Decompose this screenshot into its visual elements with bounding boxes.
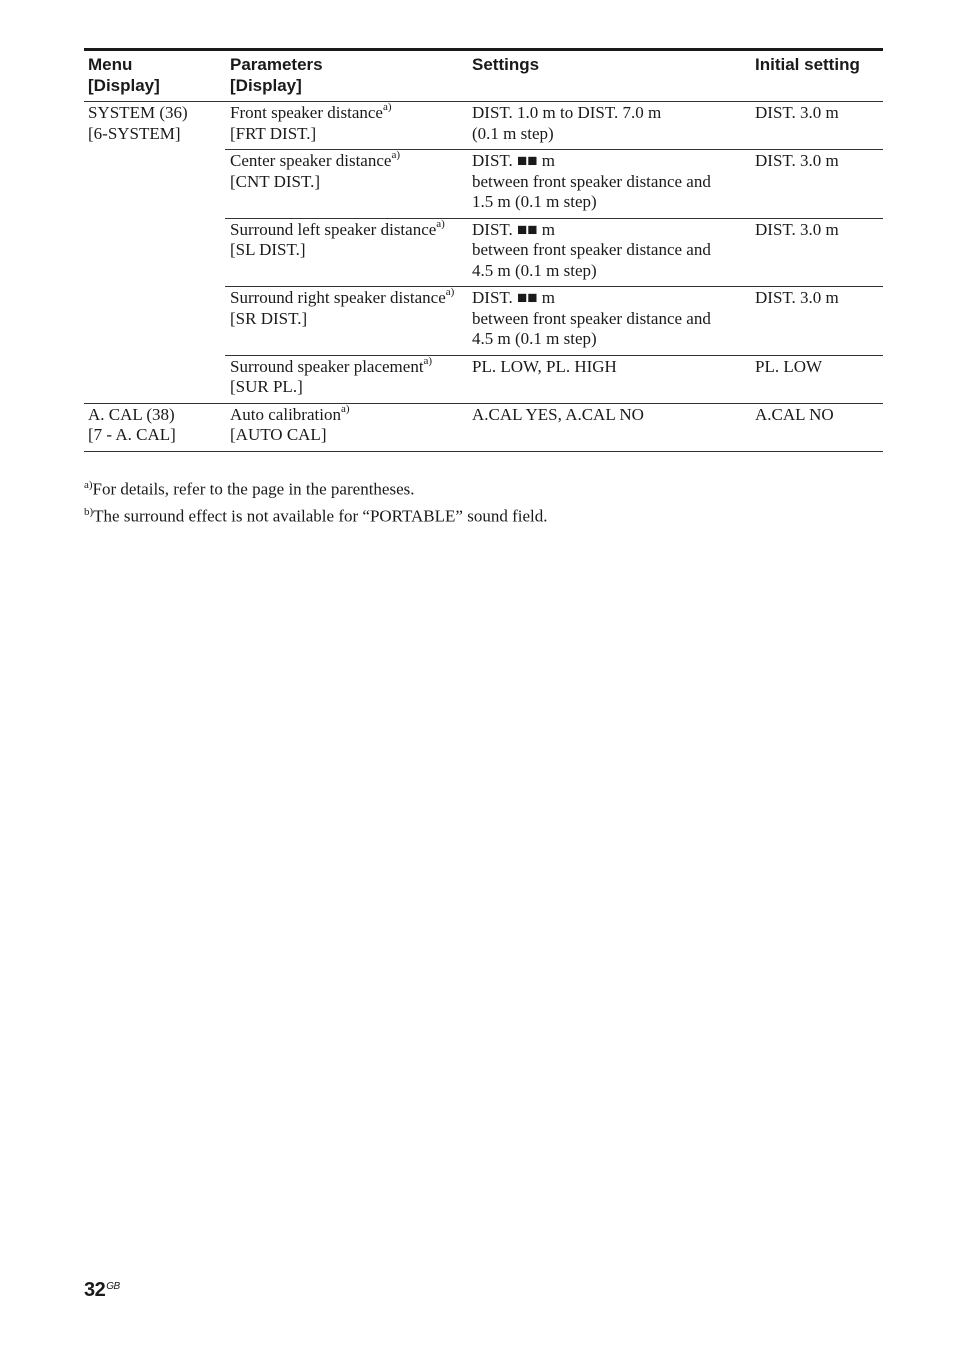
header-settings-label: Settings <box>472 55 540 74</box>
parameter-cell <box>225 219 468 287</box>
footnote-ref: a) <box>382 101 392 114</box>
menu-group-system <box>84 102 883 404</box>
initial-value: DIST. 3.0 m <box>755 151 839 170</box>
parameter-display: [CNT DIST.] <box>230 171 321 191</box>
settings-line: 4.5 m (0.1 m step) <box>472 260 597 280</box>
parameter-display: [SUR PL.] <box>230 377 303 396</box>
initial-cell <box>751 219 883 287</box>
header-parameters-line-1: Parameters <box>230 55 323 74</box>
footnote-ref: a) <box>423 354 433 367</box>
initial-value: DIST. 3.0 m <box>755 288 839 307</box>
header-settings <box>468 51 751 101</box>
initial-value: A.CAL NO <box>755 404 834 424</box>
table-row <box>225 287 883 356</box>
header-parameters <box>225 51 468 101</box>
settings-line: DIST. 1.0 m to DIST. 7.0 m <box>472 103 662 122</box>
initial-value: PL. LOW <box>755 356 823 376</box>
table-row <box>225 356 883 403</box>
settings-cell <box>468 404 751 451</box>
footnote-mark: a) <box>84 479 93 491</box>
parameter-display: [SR DIST.] <box>230 308 308 328</box>
initial-cell <box>751 150 883 218</box>
footnote-ref: a) <box>445 286 455 299</box>
header-menu-line-2: [Display] <box>88 76 160 95</box>
parameter-cell <box>225 404 468 451</box>
header-initial-setting <box>751 51 883 101</box>
footnote-b <box>84 501 547 528</box>
settings-line: between front speaker distance and <box>472 240 711 259</box>
page-number-value: 32 <box>84 1279 106 1301</box>
parameter-cell <box>225 356 468 403</box>
initial-cell <box>751 356 883 403</box>
menu-group-acal <box>84 404 883 452</box>
settings-cell <box>468 219 751 287</box>
parameter-rows <box>225 404 883 451</box>
settings-line: between front speaker distance and <box>472 171 711 191</box>
parameter-cell <box>225 287 468 355</box>
settings-line: DIST. ■■ m <box>472 151 556 170</box>
settings-line: between front speaker distance and <box>472 308 711 328</box>
initial-cell <box>751 102 883 149</box>
menu-cell <box>84 404 225 451</box>
initial-cell <box>751 287 883 355</box>
parameter-name: Front speaker distance <box>230 103 383 122</box>
menu-display: [6-SYSTEM] <box>88 123 181 143</box>
initial-value: DIST. 3.0 m <box>755 103 839 122</box>
menu-display: [7 - A. CAL] <box>88 425 176 444</box>
settings-cell <box>468 102 751 149</box>
settings-cell <box>468 150 751 218</box>
parameter-name: Surround right speaker distance <box>230 288 446 307</box>
parameter-cell <box>225 102 468 149</box>
header-initial-label: Initial setting <box>755 55 860 74</box>
table-row <box>225 404 883 451</box>
menu-cell <box>84 102 225 403</box>
menu-name: A. CAL (38) <box>88 404 175 424</box>
footnote-ref: a) <box>436 217 445 230</box>
initial-value: DIST. 3.0 m <box>755 219 839 239</box>
table-header-row <box>84 51 883 102</box>
parameter-display: [SL DIST.] <box>230 240 306 259</box>
menu-name: SYSTEM (36) <box>88 103 188 122</box>
table-row <box>225 150 883 219</box>
footnote-ref: a) <box>391 149 400 162</box>
parameter-name: Surround speaker placement <box>230 356 424 376</box>
parameter-name: Surround left speaker distance <box>230 219 437 239</box>
settings-line: A.CAL YES, A.CAL NO <box>472 404 644 424</box>
parameter-name: Center speaker distance <box>230 151 392 170</box>
parameter-display: [FRT DIST.] <box>230 123 317 143</box>
page-number-suffix: GB <box>106 1281 120 1292</box>
settings-line: 4.5 m (0.1 m step) <box>472 329 597 348</box>
settings-line: DIST. ■■ m <box>472 288 556 307</box>
page-number <box>84 1279 120 1302</box>
header-parameters-line-2: [Display] <box>230 76 302 95</box>
parameter-name: Auto calibration <box>230 404 341 424</box>
settings-line: 1.5 m (0.1 m step) <box>472 192 597 211</box>
table-row <box>225 219 883 288</box>
footnote-ref: a) <box>340 402 350 415</box>
parameter-rows <box>225 102 883 403</box>
settings-line: PL. LOW, PL. HIGH <box>472 356 617 376</box>
header-menu-line-1: Menu <box>88 55 133 74</box>
initial-cell <box>751 404 883 451</box>
footnotes <box>84 474 547 527</box>
settings-line: DIST. ■■ m <box>472 219 556 239</box>
settings-cell <box>468 287 751 355</box>
parameter-cell <box>225 150 468 218</box>
footnote-mark: b) <box>84 505 94 518</box>
settings-cell <box>468 356 751 403</box>
settings-table <box>84 48 883 452</box>
parameter-display: [AUTO CAL] <box>230 425 327 444</box>
table-row <box>225 102 883 150</box>
footnote-a <box>84 474 547 501</box>
settings-line: (0.1 m step) <box>472 123 554 143</box>
footnote-text: The surround effect is not available for “PORTABLE” sound field. <box>93 506 548 526</box>
header-menu <box>84 51 225 101</box>
footnote-text: For details, refer to the page in the parentheses. <box>92 479 415 499</box>
